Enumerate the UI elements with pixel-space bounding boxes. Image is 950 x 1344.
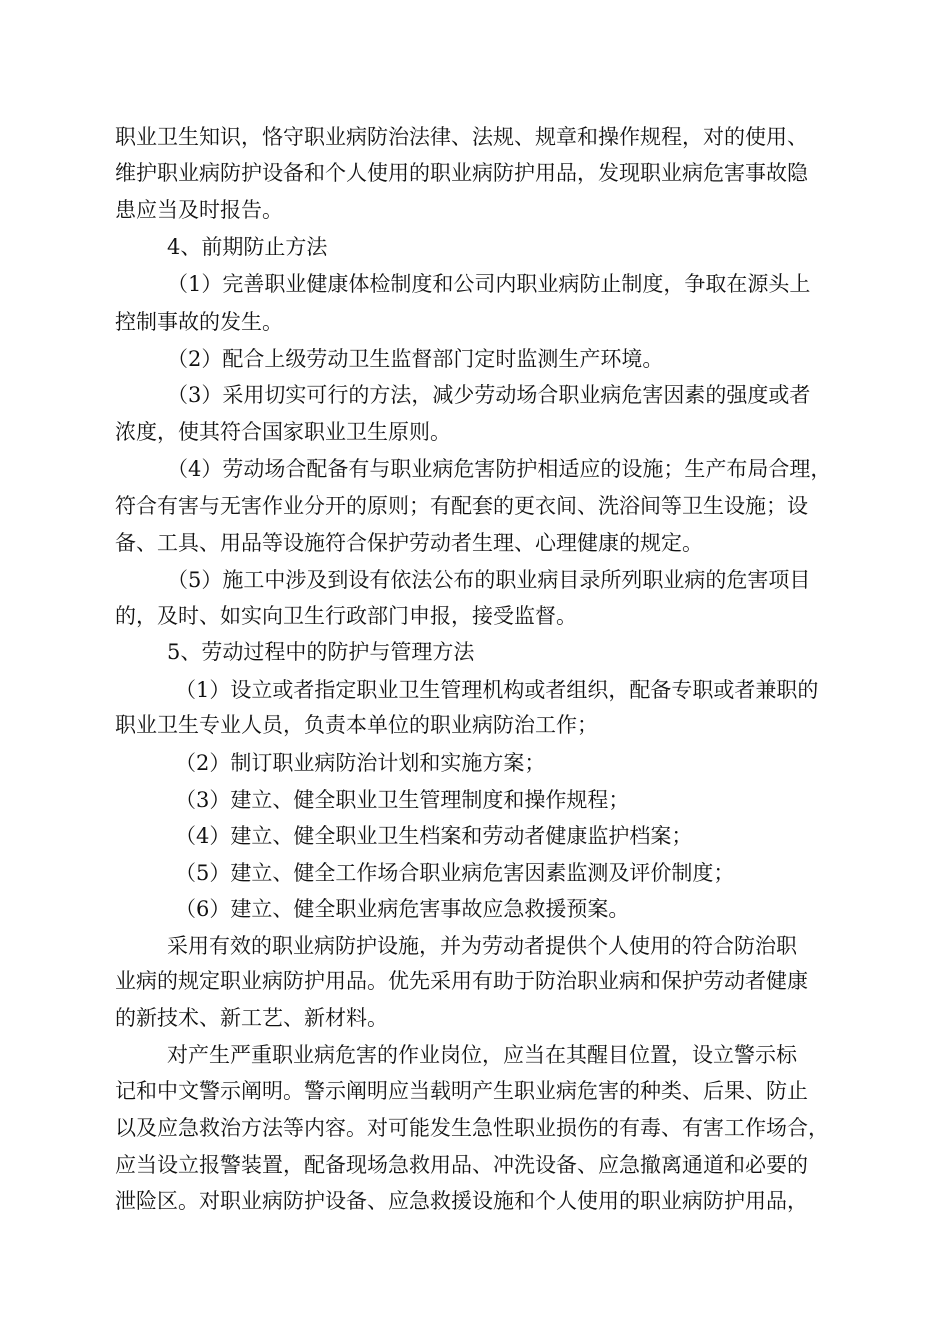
text-line: 采用有效的职业病防护设施，并为劳动者提供个人使用的符合防治职 bbox=[167, 934, 797, 958]
text-line: 泄险区。对职业病防护设备、应急救援设施和个人使用的职业病防护用品， bbox=[115, 1189, 808, 1213]
text-line: （2）配合上级劳动卫生监督部门定时监测生产环境。 bbox=[167, 347, 664, 371]
text-line: 维护职业病防护设备和个人使用的职业病防护用品，发现职业病危害事故隐 bbox=[115, 161, 808, 185]
text-line: 职业卫生知识，恪守职业病防治法律、法规、规章和操作规程，对的使用、 bbox=[115, 125, 808, 149]
text-line: （6）建立、健全职业病危害事故应急救援预案。 bbox=[175, 897, 630, 921]
text-line: （5）建立、健全工作场合职业病危害因素监测及评价制度； bbox=[175, 861, 735, 885]
text-line: （1）设立或者指定职业卫生管理机构或者组织，配备专职或者兼职的 bbox=[175, 678, 819, 702]
text-line: 的，及时、如实向卫生行政部门申报，接受监督。 bbox=[115, 604, 577, 628]
text-line: 业病的规定职业病防护用品。优先采用有助于防治职业病和保护劳动者健康 bbox=[115, 969, 808, 993]
text-line: （3）建立、健全职业卫生管理制度和操作规程； bbox=[175, 788, 630, 812]
text-line: 符合有害与无害作业分开的原则；有配套的更衣间、洗浴间等卫生设施；设 bbox=[115, 494, 808, 518]
text-line: （4）建立、健全职业卫生档案和劳动者健康监护档案； bbox=[175, 824, 693, 848]
text-line: 的新技术、新工艺、新材料。 bbox=[115, 1006, 388, 1030]
text-line: 以及应急救治方法等内容。对可能发生急性职业损伤的有毒、有害工作场合， bbox=[115, 1116, 829, 1140]
text-line: 对产生严重职业病危害的作业岗位，应当在其醒目位置，设立警示标 bbox=[167, 1043, 797, 1067]
text-line: （2）制订职业病防治计划和实施方案； bbox=[175, 751, 546, 775]
text-line: （1）完善职业健康体检制度和公司内职业病防止制度，争取在源头上 bbox=[167, 272, 811, 296]
section-heading: 4、前期防止方法 bbox=[167, 235, 328, 259]
text-line: 备、工具、用品等设施符合保护劳动者生理、心理健康的规定。 bbox=[115, 531, 703, 555]
text-line: （3）采用切实可行的方法，减少劳动场合职业病危害因素的强度或者 bbox=[167, 383, 811, 407]
text-line: （4）劳动场合配备有与职业病危害防护相适应的设施；生产布局合理， bbox=[167, 457, 832, 481]
text-line: 控制事故的发生。 bbox=[115, 310, 283, 334]
text-line: 患应当及时报告。 bbox=[115, 198, 283, 222]
text-line: （5）施工中涉及到设有依法公布的职业病目录所列职业病的危害项目 bbox=[167, 568, 811, 592]
text-line: 浓度，使其符合国家职业卫生原则。 bbox=[115, 420, 451, 444]
text-line: 职业卫生专业人员，负责本单位的职业病防治工作； bbox=[115, 713, 598, 737]
section-heading: 5、劳动过程中的防护与管理方法 bbox=[167, 640, 475, 664]
text-line: 应当设立报警装置，配备现场急救用品、冲洗设备、应急撤离通道和必要的 bbox=[115, 1153, 808, 1177]
text-line: 记和中文警示阐明。警示阐明应当载明产生职业病危害的种类、后果、防止 bbox=[115, 1079, 808, 1103]
